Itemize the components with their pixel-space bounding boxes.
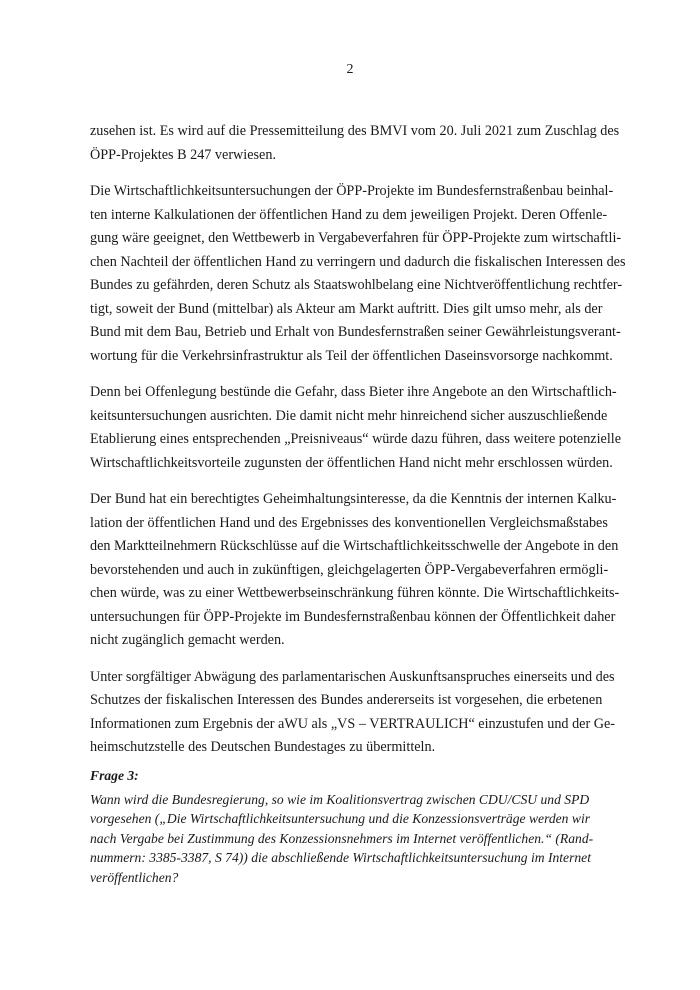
text-line: Informationen zum Ergebnis der aWU als „VS – VERTRAULICH“ einzustufen und der Ge- bbox=[90, 715, 615, 732]
text-line: den Marktteilnehmern Rückschlüsse auf die Wirtschaftlichkeitsschwelle der Angebote in den bbox=[90, 538, 619, 554]
question-block bbox=[90, 766, 623, 887]
paragraph-3 bbox=[90, 381, 623, 475]
text-line: heimschutzstelle des Deutschen Bundestages zu übermitteln. bbox=[90, 739, 436, 755]
text-line: wortung für die Verkehrsinfrastruktur als Teil der öffentlichen Daseinsvorsorge nachkommt. bbox=[90, 347, 613, 364]
text-line: Bund mit dem Bau, Betrieb und Erhalt von Bundesfernstraßen seiner Gewährleistungsverant- bbox=[90, 324, 621, 340]
text-line: Etablierung eines entsprechenden „Preisniveaus“ würde dazu führen, dass weitere potenzielle bbox=[90, 431, 622, 447]
text-line: ÖPP-Projektes B 247 verwiesen. bbox=[90, 146, 276, 163]
paragraph-5 bbox=[90, 666, 623, 760]
text-line: chen Nachteil der öffentlichen Hand zu verringern und dadurch die fiskalischen Interessen des bbox=[90, 253, 626, 270]
text-line: Bundes zu gefährden, deren Schutz als Staatswohlbelang eine Nichtveröffentlichung rechtfer- bbox=[90, 277, 623, 293]
text-line: Die Wirtschaftlichkeitsuntersuchungen der ÖPP-Projekte im Bundesfernstraßenbau beinhal- bbox=[90, 183, 614, 199]
paragraph-1 bbox=[90, 120, 623, 167]
question-line: Wann wird die Bundesregierung, so wie im Koalitionsvertrag zwischen CDU/CSU und SPD bbox=[90, 791, 590, 807]
text-line: tigt, soweit der Bund (mittelbar) als Akteur am Markt auftritt. Dies gilt umso mehr, als der bbox=[90, 300, 603, 317]
answer-body bbox=[90, 120, 626, 773]
question-line: vorgesehen („Die Wirtschaftlichkeitsuntersuchung und die Konzessionsverträge werden wir bbox=[90, 811, 591, 826]
question-line: nach Vergabe bei Zustimmung des Konzessionsnehmers im Internet veröffentlichen.“ (Rand- bbox=[90, 830, 594, 846]
text-line: bevorstehenden und auch in zukünftigen, gleichgelagerten ÖPP-Vergabeverfahren ermögli- bbox=[90, 561, 609, 578]
text-line: lation der öffentlichen Hand und des Ergebnisses des konventionellen Vergleichsmaßstabes bbox=[90, 514, 608, 531]
question-line: veröffentlichen? bbox=[90, 869, 179, 885]
text-line: chen würde, was zu einer Wettbewerbseinschränkung führen könnte. Die Wirtschaftlichkeits- bbox=[90, 585, 620, 601]
text-line: ten interne Kalkulationen der öffentlichen Hand zu dem jeweiligen Projekt. Deren Offenle- bbox=[90, 206, 608, 223]
text-line: gung wäre geeignet, den Wettbewerb in Vergabeverfahren für ÖPP-Projekte zum wirtschaftli- bbox=[90, 230, 622, 246]
text-line: Unter sorgfältiger Abwägung des parlamentarischen Auskunftsanspruches einerseits und des bbox=[90, 668, 615, 685]
text-line: Wirtschaftlichkeitsvorteile zugunsten der öffentlichen Hand nicht mehr erschlossen würden. bbox=[90, 454, 613, 471]
text-line: untersuchungen für ÖPP-Projekte im Bundesfernstraßenbau können der Öffentlichkeit daher bbox=[90, 608, 616, 625]
paragraph-4 bbox=[90, 488, 623, 653]
text-line: Der Bund hat ein berechtigtes Geheimhaltungsinteresse, da die Kenntnis der internen Kalku- bbox=[90, 491, 617, 507]
text-line: Schutzes der fiskalischen Interessen des Bundes andererseits ist vorgesehen, die erbetenen bbox=[90, 692, 603, 708]
text-line: Denn bei Offenlegung bestünde die Gefahr, dass Bieter ihre Angebote an den Wirtschaftlich- bbox=[90, 384, 617, 400]
text-line: zusehen ist. Es wird auf die Pressemitteilung des BMVI vom 20. Juli 2021 zum Zuschlag des bbox=[90, 123, 620, 139]
text-line: nicht zugänglich gemacht werden. bbox=[90, 632, 285, 648]
page-number: 2 bbox=[346, 62, 354, 77]
question-title: Frage 3: bbox=[90, 768, 139, 783]
question-line: nummern: 3385-3387, S 74)) die abschließende Wirtschaftlichkeitsuntersuchung im Internet bbox=[90, 850, 591, 865]
text-line: keitsuntersuchungen ausrichten. Die damit nicht mehr hinreichend sicher auszuschließende bbox=[90, 407, 608, 424]
paragraph-2 bbox=[90, 180, 626, 368]
